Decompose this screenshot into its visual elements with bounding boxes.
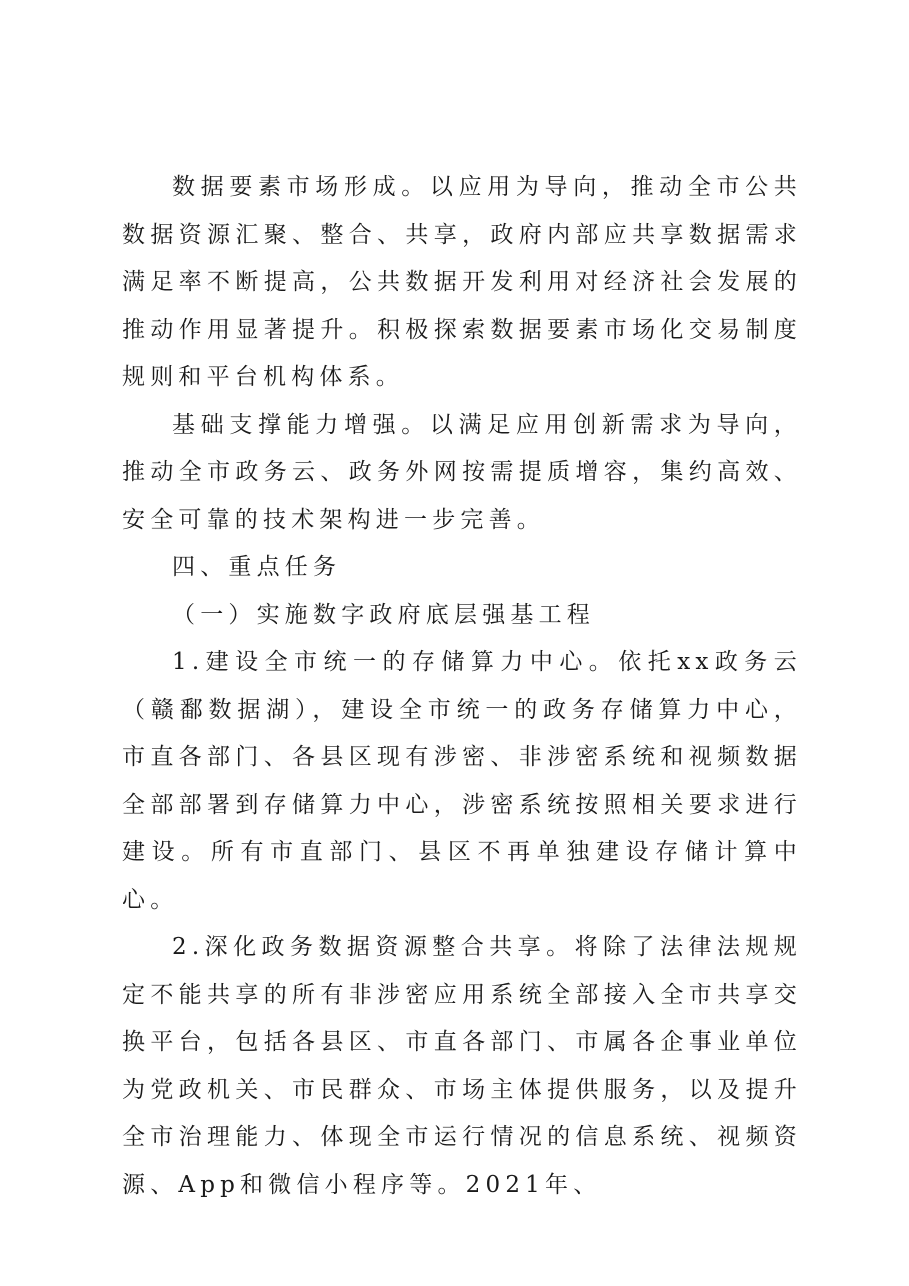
section-heading-key-tasks: 四、重点任务 [172, 554, 342, 580]
paragraph-data-sharing: 2.深化政务数据资源整合共享。将除了法律法规规定不能共享的所有非涉密应用系统全部接入全市共享交换平台，包括各县区、市直各部门、市属各企事业单位为党政机关、市民群众、市场主体提供服务，以及提升全市治理能力、体现全市运行情况的信息系统、视频资源、App和微信小程序等。2021年、 [122, 934, 802, 1198]
paragraph-data-market: 数据要素市场形成。以应用为导向，推动全市公共数据资源汇聚、整合、共享，政府内部应共享数据需求满足率不断提高，公共数据开发利用对经济社会发展的推动作用显著提升。积极探索数据要素市场化交易制度规则和平台机构体系。 [122, 174, 802, 390]
document-body [122, 164, 802, 1209]
paragraph-storage-center: 1.建设全市统一的存储算力中心。依托xx政务云（赣鄱数据湖），建设全市统一的政务存储算力中心，市直各部门、各县区现有涉密、非涉密系统和视频数据全部部署到存储算力中心，涉密系统按照相关要求进行建设。所有市直部门、县区不再单独建设存储计算中心。 [122, 649, 802, 913]
subsection-heading-foundation: （一）实施数字政府底层强基工程 [172, 601, 595, 628]
paragraph-infrastructure: 基础支撑能力增强。以满足应用创新需求为导向，推动全市政务云、政务外网按需提质增容，集约高效、安全可靠的技术架构进一步完善。 [122, 411, 802, 533]
